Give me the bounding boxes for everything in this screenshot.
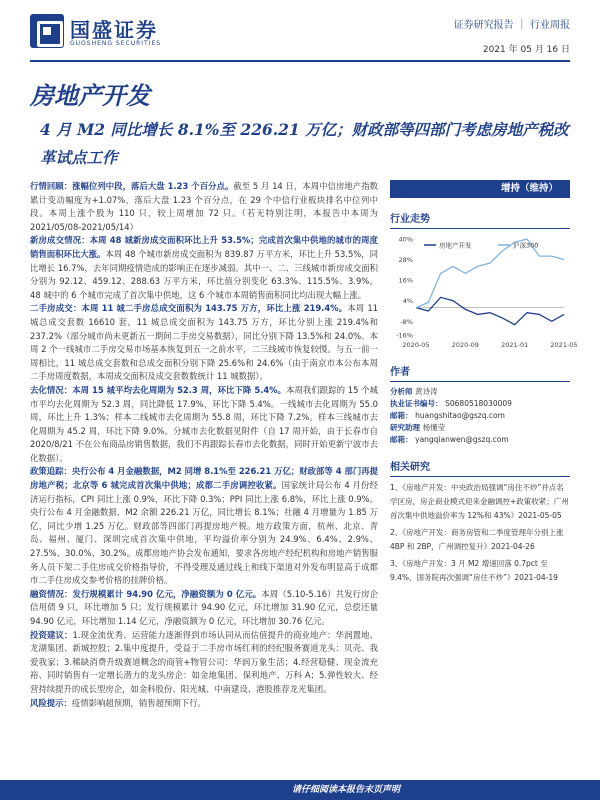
- logo-name-en: GUOSHENG SECURITIES: [70, 40, 162, 47]
- author-value: huangshitao@gszq.com: [415, 411, 505, 420]
- sector-title: 房地产开发: [30, 81, 150, 110]
- paragraph-highlight: 去化情况：本周 15 城平均去化周期为 52.3 周，环比下降 5.4%。: [30, 384, 287, 395]
- author-line: [390, 386, 570, 398]
- author-value: S0680518030009: [445, 399, 512, 408]
- y-tick-label: 40%: [398, 235, 413, 244]
- paragraph-highlight: 政策追踪：央行公布 4 月金融数据，M2 同增 8.1%至 226.21 万亿；财政部等 4 部门再提房地产税；北京等 6 城完成首次集中供地；成都二手房调控收紧。: [30, 466, 378, 491]
- author-label: 邮箱：: [390, 411, 416, 420]
- y-tick-label: 28%: [398, 256, 413, 265]
- paragraph-highlight: 风险提示：: [30, 697, 72, 708]
- trend-chart-svg: [390, 233, 578, 351]
- author-line: [390, 422, 570, 434]
- industry-trend-chart: [390, 233, 578, 351]
- paragraph-highlight: 投资建议：: [30, 629, 73, 640]
- series-line: [416, 297, 564, 324]
- company-logo: [30, 14, 170, 54]
- author-value: 杨懂莹: [422, 423, 446, 432]
- y-tick-label: -16%: [396, 331, 413, 340]
- author-label: 研究助理: [390, 423, 423, 432]
- trend-section-title: 行业走势: [390, 210, 570, 229]
- x-tick-label: 2021-01: [501, 341, 529, 349]
- x-tick-label: 2021-05: [550, 341, 578, 349]
- logo-icon: [30, 14, 64, 48]
- y-tick-label: -8%: [400, 317, 413, 326]
- y-tick-label: 16%: [398, 276, 413, 285]
- legend-label: 沪深300: [513, 241, 539, 250]
- author-label: 邮箱：: [390, 435, 416, 444]
- report-type: 证券研究报告 ｜ 行业周报: [453, 20, 570, 31]
- authors-list: [390, 386, 570, 446]
- page-footer: 请仔细阅读本报告末页声明: [0, 780, 600, 800]
- author-line: [390, 410, 570, 422]
- author-value: yangqianwen@gszq.com: [415, 435, 509, 444]
- summary-paragraph: [30, 234, 378, 302]
- related-report-link[interactable]: 3、《房地产开发：3 月 M2 增速回落 0.7pct 至 9.4%，国务院再次强调“房住不炒”》2021-04-19: [390, 559, 558, 582]
- summary-paragraph: [30, 588, 378, 629]
- y-tick-label: 4%: [402, 297, 413, 306]
- author-line: [390, 434, 570, 446]
- logo-name-cn: 国盛证券: [70, 18, 158, 42]
- related-research-list: [390, 481, 570, 585]
- report-date: 2021 年 05 月 16 日: [482, 45, 570, 55]
- report-headline: 4 月 M2 同比增长 8.1%至 226.21 万亿；财政部等四部门考虑房地产税改革试点工作: [40, 120, 569, 167]
- summary-paragraph: [30, 697, 378, 711]
- author-label: 分析师: [390, 387, 416, 396]
- paragraph-highlight: 行情回顾：涨幅位列中段，落后大盘 1.23 个百分点。: [30, 181, 234, 191]
- x-tick-label: 2020-05: [402, 341, 430, 349]
- paragraph-body: 本周 48 个城市新房成交面积为 839.87 万平方米，环比上升 53.5%，同比增长 16.7%，去年同期疫情造成的影响正在逐步减弱。其中一、二、三线城市新房成交面积分别为 92.12、459.12、288.63 万平方米，环比值分别变化 63.3%、115.5%、3.9%。48 城中的 6 个城市完成了首次集中供地，这 6 个城市本周销售面积同比均出现大幅上涨。: [30, 248, 378, 300]
- page-header: [0, 0, 600, 70]
- related-report-link[interactable]: 2、《房地产开发：商务房管和二季度管理年分别上涨 4BP 和 2BP，广州调控复升》2021-04-26: [390, 528, 564, 551]
- author-label: 执业证书编号：: [390, 399, 446, 408]
- paragraph-highlight: 融资情况：发行规模累计 94.90 亿元，净融资额为 0 亿元。: [30, 588, 262, 599]
- paragraph-body: 本周我们跟踪的 15 个城市平均去化周期为 52.3 周，同比降低 17.9%，环比下降 5.4%。一线城市去化周期为 55.0 周，环比上升 1.3%；样本二线城市去化周期为 55.8 周，环比下降 7.2%。样本三线城市去化周期为 45.2 周，环比下降 9.0%。分城市去化数据见附件（自 17 周开始，由于长春市自 2020/8/21 不在公布商品房销售数据，我们不再跟踪长春市去化数据，同时开始更新宁波市去化数据）。: [30, 384, 378, 463]
- related-section-title: 相关研究: [390, 458, 570, 477]
- authors-section-title: 作者: [390, 363, 570, 382]
- paragraph-body: 国家统计局公布 4 月份经济运行指标，CPI 同比上涨 0.9%，环比下降 0.3%；PPI 同比上涨 6.8%，环比上涨 0.9%。央行公布 4 月金融数据，M2 余额 226.21 万亿，同比增长 8.1%；社融 4 月增量为 1.85 万亿，同比少增 1.25 万亿。财政部等四部门再提房地产税。地方政策方面，杭州、北京、青岛、福州、厦门、深圳完成首次集中供地，平均溢价率分别为 24.9%、6.4%、2.9%、27.5%、30.0%、30.2%。成都房地产协会发布通知，要求各房地产经纪机构和房地产销售服务人员下架二手住房成交价格指导价，不得受理及通过线上和线下渠道对外发布明显高于成都市二手住房成交参考价格的挂牌价格。: [30, 480, 378, 586]
- author-line: [390, 398, 570, 410]
- paragraph-body: 本周（5.10-5.16）共发行房企信用债 9 只，环比增加 5 只；发行规模累计 94.90 亿元，环比增加 31.90 亿元，总偿还量 94.90 亿元，环比增加 1.14 亿元，净融资额为 0 亿元，环比增加 30.76 亿元。: [30, 588, 378, 626]
- sidebar-column: [390, 180, 578, 588]
- summary-paragraph: [30, 629, 378, 697]
- summary-paragraph: [30, 302, 378, 384]
- legend-label: 房地产开发: [439, 241, 472, 250]
- header-divider: [30, 60, 570, 62]
- related-report-link[interactable]: 1、《房地产开发：中央政治局强调“房住不炒”并点名学区房，房企商业模式迎来金融调控+政策收紧；广州首次集中供地溢价率为 12%和 43%》2021-05-05: [390, 483, 569, 520]
- summary-paragraph: [30, 384, 378, 466]
- rating-badge: 增持（维持）: [390, 180, 570, 198]
- paragraph-body: 截至 5 月 14 日，本周中信房地产指数累计变动幅度为+1.07%，落后大盘 1.23 个百分点，在 29 个中信行业板块排名中位列中段。本周上涨个股为 110 只，较上周增加 72 只。（若无特别注明，本报告中本周为 2021/05/08-2021/05/14）: [30, 181, 378, 232]
- paragraph-highlight: 二手房成交：本周 11 城二手房总成交面积为 143.75 万方，环比上涨 219.4%。: [30, 303, 348, 314]
- summary-paragraph: [30, 180, 378, 234]
- paragraph-body: 1.现金流优秀、运营能力逐渐得到市场认同从而估值提升的商业地产：华润置地、龙湖集团、新城控股；2.集中度提升，受益于二手房市场红利的经纪服务赛道龙头：贝壳、我爱我家；3.稀缺消费升级赛道概念的商管+物管公司：华润万象生活；4.经营稳健、现金流充裕、同时销售有一定增长潜力的龙头房企：如金地集团、保利地产、万科 A；5.弹性较大、经营持续提升的成长型房企，如金科股份、阳光城、中南建设、港股推荐龙光集团。: [30, 629, 378, 694]
- x-tick-label: 2020-09: [451, 341, 479, 349]
- summary-paragraph: [30, 465, 378, 587]
- paragraph-highlight: 新房成交情况：本周 48 城新房成交面积环比上升 53.5%；完成首次集中供地的城市的周度销售面积环比大涨。: [30, 235, 378, 259]
- author-value: 黄诗涛: [415, 387, 438, 396]
- summary-column: [30, 180, 378, 710]
- paragraph-body: 本周 11 城总成交套数 16610 套，11 城总成交面积为 143.75 万方，环比分别上涨 219.4%和 237.2%（部分城市尚未更新五一期间二手房交易数据），同比分别下降 13.5%和 24.0%。本周 2 个一线城市二手房交易市场基本恢复到五一之前水平，二三线城市恢复较慢。与五一前一周相比，11 城总成交套数和总成交面积分别下降 25.6%和 24.6%（由于南京市本公布本周二手房周度数据，本周成交面积及成交套数数统计 11 城数据）。: [30, 303, 378, 382]
- paragraph-body: 疫情影响超预期，销售超预期下行。: [71, 697, 206, 708]
